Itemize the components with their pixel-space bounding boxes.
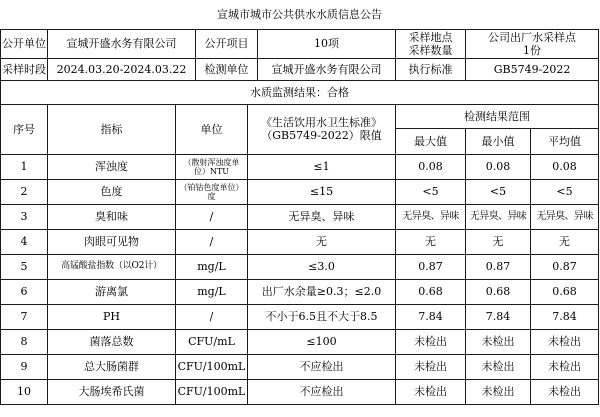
avg-value-cell: 7.84 [531,304,599,329]
items-label: 公开项目 [196,29,258,58]
table-row [1,354,599,379]
sampling-value [466,29,599,58]
table-row [1,379,599,404]
sampling-label [396,29,466,58]
row-number-cell: 10 [1,379,48,404]
indicator-cell: 肉眼可见物 [48,229,176,254]
summary-row [1,80,599,104]
table-row [1,329,599,354]
row-number-cell: 3 [1,204,48,229]
table-row [1,229,599,254]
header-unit: 单位 [176,104,248,154]
limit-cell: 不应检出 [248,379,396,404]
avg-value-cell: 0.68 [531,279,599,304]
items-value: 10项 [258,29,396,58]
header-row-top [1,104,599,128]
limit-cell: 无异臭、异味 [248,204,396,229]
max-value-cell: 无异臭、异味 [396,204,466,229]
standard-value: GB5749-2022 [466,58,599,80]
min-value-cell: 0.87 [466,254,531,279]
indicator-cell: 色度 [48,179,176,204]
min-value-cell: 0.68 [466,279,531,304]
period-label: 采样时段 [1,58,48,80]
avg-value-cell: 未检出 [531,329,599,354]
max-value-cell: 无 [396,229,466,254]
result-rows [1,154,599,404]
standard-label: 执行标准 [396,58,466,80]
max-value-cell: 7.84 [396,304,466,329]
table-row [1,279,599,304]
row-number-cell: 4 [1,229,48,254]
table-row [1,304,599,329]
min-value-cell: 未检出 [466,379,531,404]
unit-cell: / [176,229,248,254]
indicator-cell: 大肠埃希氏菌 [48,379,176,404]
avg-value-cell: 0.08 [531,154,599,179]
indicator-cell: 总大肠菌群 [48,354,176,379]
row-number-cell: 1 [1,154,48,179]
sampling-value-line1: 公司出厂水采样点 [488,30,577,44]
row-number-cell: 9 [1,354,48,379]
max-value-cell: 未检出 [396,329,466,354]
avg-value-cell: 未检出 [531,354,599,379]
unit-cell: CFU/100mL [176,379,248,404]
limit-cell: 无 [248,229,396,254]
max-value-cell: 0.08 [396,154,466,179]
header-avg: 平均值 [531,128,599,154]
min-value-cell: 无 [466,229,531,254]
table-row [1,154,599,179]
max-value-cell: 未检出 [396,354,466,379]
sampling-value-line2: 1份 [523,43,542,57]
publisher-value: 宣城开盛水务有限公司 [48,29,196,58]
table-row [1,254,599,279]
limit-cell: 出厂水余量≥0.3；≤2.0 [248,279,396,304]
unit-cell: CFU/mL [176,329,248,354]
header-min: 最小值 [466,128,531,154]
unit-cell: mg/L [176,279,248,304]
limit-cell: 不小于6.5且不大于8.5 [248,304,396,329]
header-no: 序号 [1,104,48,154]
indicator-cell: 菌落总数 [48,329,176,354]
unit-cell: mg/L [176,254,248,279]
row-number-cell: 6 [1,279,48,304]
result-summary: 水质监测结果：合格 [1,80,599,104]
table-row [1,179,599,204]
indicator-cell: 浑浊度 [48,154,176,179]
limit-cell: ≤3.0 [248,254,396,279]
max-value-cell: 未检出 [396,379,466,404]
header-limit-line2: （GB5749-2022）限值 [261,129,382,142]
sampling-label-line1: 采样地点 [408,30,453,44]
header-limit-line1: 《生活饮用水卫生标准》 [261,116,382,129]
limit-cell: ≤1 [248,154,396,179]
unit-cell: （散射浑浊度单位）NTU [176,154,248,179]
min-value-cell: <5 [466,179,531,204]
page-title: 宣城市城市公共供水水质信息公告 [217,7,383,21]
row-number-cell: 7 [1,304,48,329]
min-value-cell: 未检出 [466,329,531,354]
max-value-cell: <5 [396,179,466,204]
indicator-cell: PH [48,304,176,329]
header-indicator: 指标 [48,104,176,154]
limit-cell: 不应检出 [248,354,396,379]
lab-label: 检测单位 [196,58,258,80]
indicator-cell: 臭和味 [48,204,176,229]
info-row-period [1,58,599,80]
max-value-cell: 0.68 [396,279,466,304]
min-value-cell: 未检出 [466,354,531,379]
unit-cell: CFU/100mL [176,354,248,379]
period-value: 2024.03.20-2024.03.22 [48,58,196,80]
header-range: 检测结果范围 [396,104,599,128]
unit-cell: / [176,204,248,229]
unit-cell: （铂钴色度单位）度 [176,179,248,204]
max-value-cell: 0.87 [396,254,466,279]
unit-cell: / [176,304,248,329]
header-max: 最大值 [396,128,466,154]
info-row-publisher [1,29,599,58]
row-number-cell: 2 [1,179,48,204]
indicator-cell: 游离氯 [48,279,176,304]
title-row [1,0,599,29]
min-value-cell: 0.08 [466,154,531,179]
avg-value-cell: 无 [531,229,599,254]
sampling-label-line2: 采样数量 [408,43,453,57]
table-row [1,204,599,229]
row-number-cell: 8 [1,329,48,354]
indicator-cell: 高锰酸盐指数（以O2计） [48,254,176,279]
info-section [1,0,599,154]
limit-cell: ≤15 [248,179,396,204]
row-number-cell: 5 [1,254,48,279]
avg-value-cell: <5 [531,179,599,204]
limit-cell: ≤100 [248,329,396,354]
header-limit [248,104,396,154]
avg-value-cell: 未检出 [531,379,599,404]
avg-value-cell: 0.87 [531,254,599,279]
avg-value-cell: 无异臭、异味 [531,204,599,229]
publisher-label: 公开单位 [1,29,48,58]
lab-value: 宣城开盛水务有限公司 [258,58,396,80]
min-value-cell: 无异臭、异味 [466,204,531,229]
min-value-cell: 7.84 [466,304,531,329]
